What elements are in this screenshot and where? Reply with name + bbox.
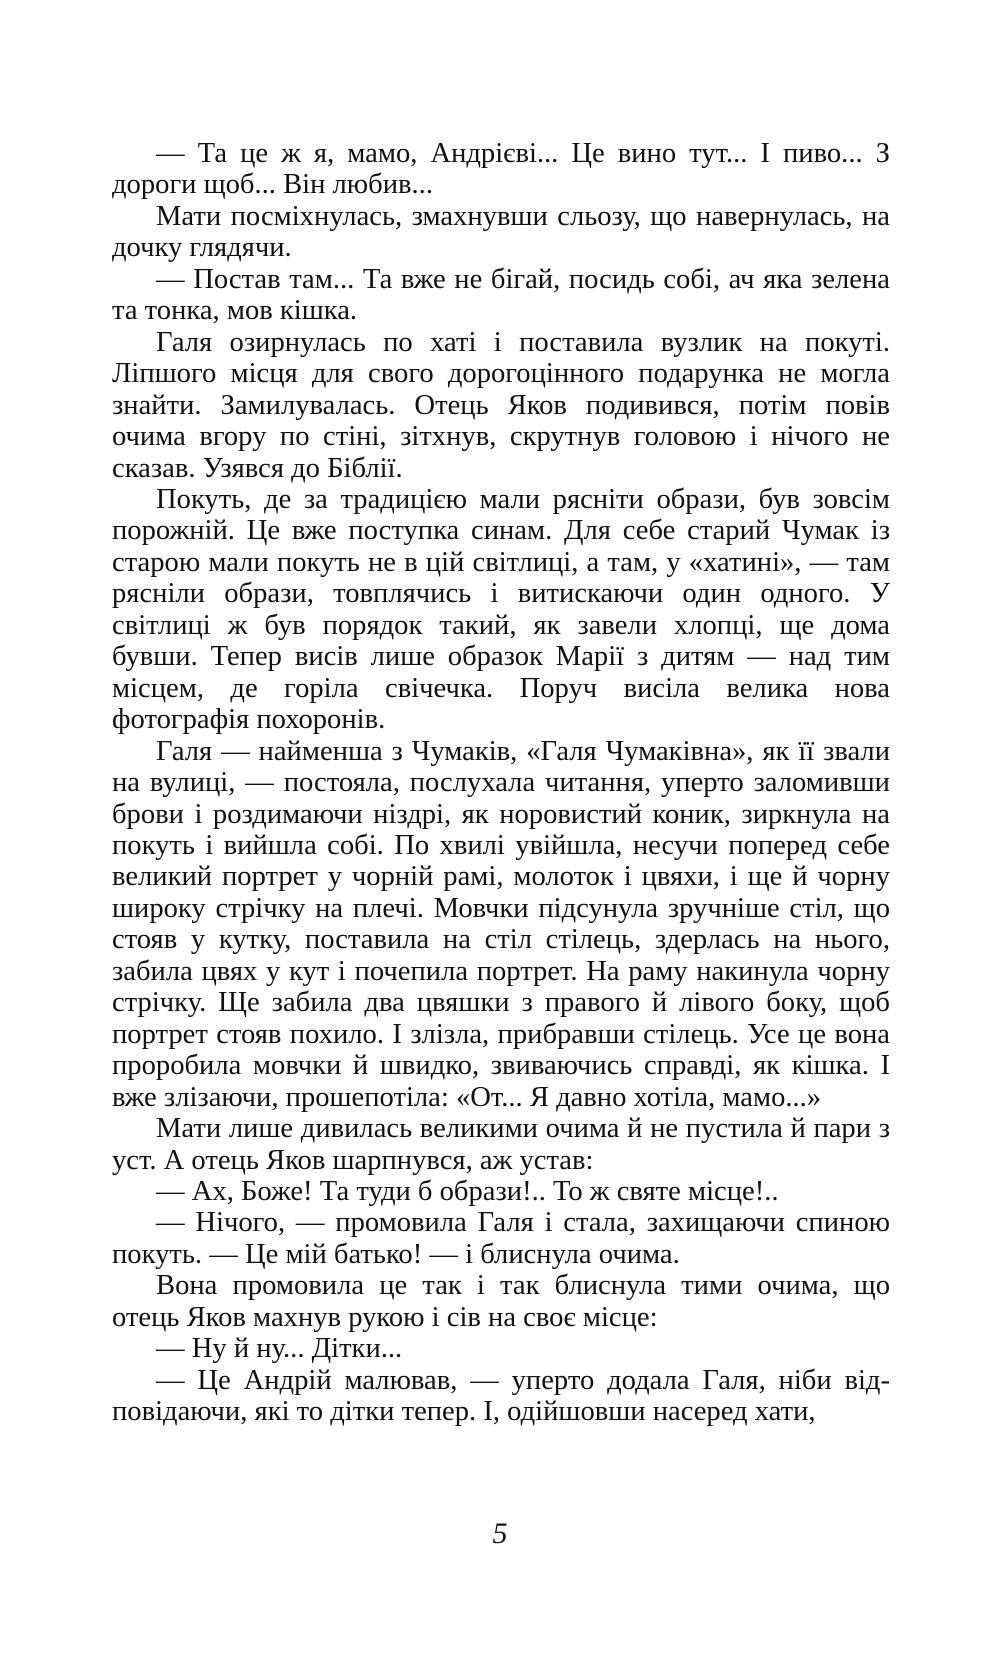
paragraph-3: — Постав там... Та вже не бігай, посидь собі, ач яка зелена та тонка, мов кішка. [112, 263, 890, 327]
paragraph-9: — Нічого, — промовила Галя і стала, захищаючи спиною покуть. — Це мій батько! — і блиснула очима. [112, 1207, 890, 1270]
paragraph-5: Покуть, де за традицією мали рясніти образи, був зовсім порожній. Це вже поступка синам. Для себе старий Чумак із старою мали покуть не в цій світлиці, а там, у «хатині», — там рясніли образи, товплячись і витискаючи один одного. У світлиці ж був порядок такий, як завели хлопці, ще дома бувши. Тепер висів лише образок Марії з дитям — над тим місцем, де горіла свічечка. Поруч висіла велика нова фотографія похоронів. [112, 483, 890, 736]
body-text [112, 138, 890, 1428]
paragraph-6: Галя — найменша з Чумаків, «Галя Чумаківна», як її звали на вулиці, — постояла, послухала читання, уперто заломивши брови і роздимаючи ніздрі, як норовистий коник, зиркнула на покуть і вийшла собі. По хвилі увійшла, несучи поперед себе великий портрет у чорній рамі, молоток і цвяхи, і ще й чорну широку стрічку на плечі. Мовчки підсунула зручніше стіл, що стояв у кутку, поставила на стіл стілець, здерлась на нього, забила цвях у кут і почепила портрет. На раму накинула чорну стрічку. Ще забила два цвяшки з правого й лівого боку, щоб портрет стояв похило. І злізла, прибравши стілець. Усе це вона проробила мовчки й швидко, звиваючись справді, як кішка. І вже злізаючи, прошепотіла: «От... Я давно хотіла, мамо...» [112, 735, 890, 1113]
paragraph-7: Мати лише дивилась великими очима й не пустила й пари з уст. А отець Яков шарпнувся, аж устав: [112, 1113, 890, 1176]
paragraph-8: — Ах, Боже! Та туди б образи!.. То ж святе місце!.. [156, 1175, 779, 1207]
page-number: 5 [492, 1517, 508, 1550]
paragraph-12: — Це Андрій малював, — уперто додала Галя, ніби відповідаючи, які то дітки тепер. І, одійшовши насеред хати, [112, 1364, 890, 1428]
paragraph-2: Мати посміхнулась, змахнувши сльозу, що навернулась, на дочку глядячи. [112, 200, 890, 264]
paragraph-11: — Ну й ну... Дітки... [156, 1333, 403, 1365]
paragraph-1: — Та це ж я, мамо, Андрієві... Це вино тут... І пиво... З дороги щоб... Він любив... [112, 138, 890, 201]
paragraph-10: Вона промовила це так і так блиснула тими очима, що отець Яков махнув рукою і сів на своє місце: [112, 1270, 890, 1333]
paragraph-4: Галя озирнулась по хаті і поставила вузлик на покуті. Ліпшого місця для свого дорогоцінного подарунка не могла знайти. Замилувалась. Отець Яков подивився, потім повів очима вгору по стіні, зітхнув, скрутнув головою і нічого не сказав. Узявся до Біблії. [112, 326, 890, 484]
